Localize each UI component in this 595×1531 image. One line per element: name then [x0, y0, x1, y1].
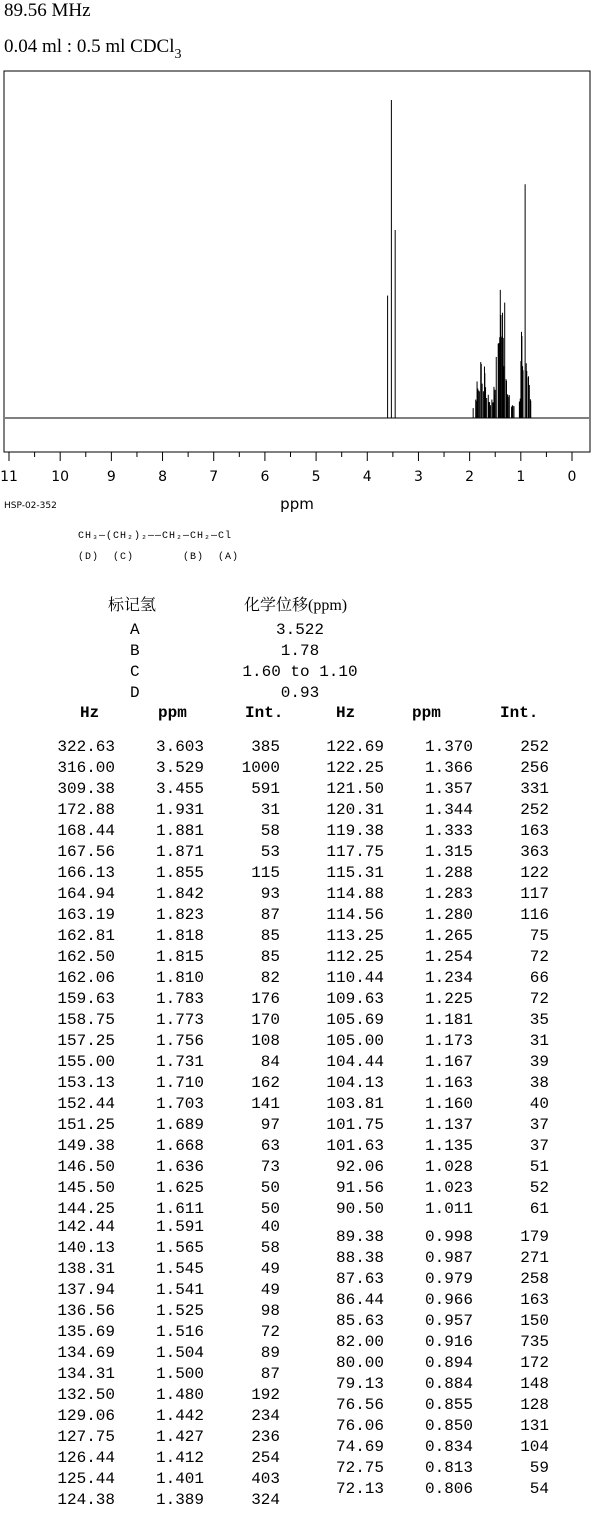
- peak-table-cell: 121.50: [326, 780, 384, 798]
- peak-table-cell: 0.916: [424, 1333, 473, 1351]
- peak-table-cell: 167.56: [57, 843, 115, 861]
- peak-table-cell: 1000: [241, 759, 280, 777]
- peak-table-cell: 101.75: [326, 1116, 384, 1134]
- peak-table-cell: 87.63: [335, 1270, 384, 1288]
- x-tick-label: 6: [260, 469, 270, 485]
- peak-table-cell: 1.480: [155, 1386, 204, 1404]
- peak-table-cell: 138.31: [57, 1260, 115, 1278]
- peak-table-cell: 234: [251, 1407, 280, 1425]
- peak-table-cell: 157.25: [57, 1032, 115, 1050]
- peak-table-cell: 97: [260, 1116, 280, 1134]
- peak-table-cell: 591: [251, 780, 280, 798]
- peak-table-cell: 385: [251, 738, 280, 756]
- peak-table-cell: 0.966: [424, 1291, 473, 1309]
- peak-table-cell: 80.00: [335, 1354, 384, 1372]
- assignment-shift: 3.522: [275, 621, 324, 639]
- peak-table-cell: 140.13: [57, 1239, 115, 1257]
- sample-subscript: 3: [174, 47, 182, 62]
- peak-table-cell: 120.31: [326, 801, 384, 819]
- peak-table-cell: 124.38: [57, 1491, 115, 1509]
- peak-table-cell: 1.265: [424, 927, 473, 945]
- peak-table-cell: 0.813: [424, 1459, 473, 1477]
- peak-table-cell: 252: [520, 801, 549, 819]
- peak-table-cell: 59: [529, 1459, 549, 1477]
- peak-table-cell: 331: [520, 780, 549, 798]
- assignment-shift: 1.78: [280, 642, 320, 660]
- formula-line: CH₃—(CH₂)₂——CH₂—CH₂—Cl: [78, 531, 233, 542]
- peak-table-cell: 134.31: [57, 1365, 115, 1383]
- peak-table-cell: 1.611: [155, 1200, 204, 1218]
- peak-table-cell: 1.137: [424, 1116, 473, 1134]
- peak-table-cell: 31: [529, 1032, 549, 1050]
- assignment-shift: 0.93: [280, 684, 320, 702]
- assignment-label-header: 标记氢: [108, 597, 157, 614]
- peak-table-cell: 115: [251, 864, 280, 882]
- peak-table-cell: 134.69: [57, 1344, 115, 1362]
- spectrometer-frequency: 89.56 MHz: [4, 0, 91, 21]
- peak-table-cell: 1.591: [155, 1218, 204, 1236]
- x-tick-label: 2: [465, 469, 475, 485]
- peak-table-cell: 37: [529, 1137, 549, 1155]
- peak-table-cell: 37: [529, 1116, 549, 1134]
- peak-table-cell: 1.931: [155, 801, 204, 819]
- spectrum-code: HSP-02-352: [4, 501, 57, 511]
- peak-table-cell: 162.50: [57, 948, 115, 966]
- peak-table-cell: 163.19: [57, 906, 115, 924]
- peak-table-cell: 1.280: [424, 906, 473, 924]
- peak-table-cell: 122.25: [326, 759, 384, 777]
- assignment-label: B: [130, 642, 140, 660]
- peak-table-cell: 1.783: [155, 990, 204, 1008]
- peak-table-cell: 1.023: [424, 1179, 473, 1197]
- peak-table-cell: 0.855: [424, 1396, 473, 1414]
- peak-table-cell: 35: [529, 1011, 549, 1029]
- peak-table-cell: 1.173: [424, 1032, 473, 1050]
- peak-table-cell: 3.529: [155, 759, 204, 777]
- peak-table-cell: 1.288: [424, 864, 473, 882]
- peak-table-cell: 90.50: [335, 1200, 384, 1218]
- peak-table-cell: 51: [529, 1158, 549, 1176]
- peak-table-cell: 322.63: [57, 738, 115, 756]
- peak-table-cell: 129.06: [57, 1407, 115, 1425]
- peak-table-cell: 256: [520, 759, 549, 777]
- peak-table-cell: 114.56: [326, 906, 384, 924]
- peak-table-cell: 49: [260, 1260, 280, 1278]
- assignment-label: A: [130, 621, 140, 639]
- peak-table-cell: 128: [520, 1396, 549, 1414]
- peak-table-cell: 1.504: [155, 1344, 204, 1362]
- peak-table-cell: 101.63: [326, 1137, 384, 1155]
- peak-table-cell: 1.181: [424, 1011, 473, 1029]
- peak-table-cell: 166.13: [57, 864, 115, 882]
- peak-table-cell: 148: [520, 1375, 549, 1393]
- peak-table-cell: 0.957: [424, 1312, 473, 1330]
- x-axis-label: ppm: [280, 495, 314, 513]
- peak-table-cell: 1.818: [155, 927, 204, 945]
- x-tick-label: 1: [516, 469, 526, 485]
- peak-table-cell: 324: [251, 1491, 280, 1509]
- peak-table-cell: 316.00: [57, 759, 115, 777]
- peak-table-cell: 159.63: [57, 990, 115, 1008]
- peak-table-header: ppm: [158, 704, 187, 722]
- peak-table-cell: 0.894: [424, 1354, 473, 1372]
- peak-table-cell: 144.25: [57, 1200, 115, 1218]
- peak-table-cell: 162.06: [57, 969, 115, 987]
- peak-table-cell: 72.13: [335, 1480, 384, 1498]
- peak-table-cell: 119.38: [326, 822, 384, 840]
- peak-table-cell: 1.234: [424, 969, 473, 987]
- peak-table-cell: 163: [520, 1291, 549, 1309]
- peak-table-cell: 131: [520, 1417, 549, 1435]
- peak-table-cell: 1.756: [155, 1032, 204, 1050]
- peak-table-cell: 146.50: [57, 1158, 115, 1176]
- peak-table-cell: 1.516: [155, 1323, 204, 1341]
- peak-table-cell: 0.834: [424, 1438, 473, 1456]
- peak-table-cell: 105.00: [326, 1032, 384, 1050]
- peak-table-cell: 91.56: [335, 1179, 384, 1197]
- x-tick-label: 5: [311, 469, 321, 485]
- peak-table-cell: 1.412: [155, 1449, 204, 1467]
- peak-table-cell: 3.455: [155, 780, 204, 798]
- peak-table-cell: 82.00: [335, 1333, 384, 1351]
- peak-table-cell: 40: [529, 1095, 549, 1113]
- peak-table-cell: 89: [260, 1344, 280, 1362]
- peak-table-cell: 98: [260, 1302, 280, 1320]
- peak-table-cell: 113.25: [326, 927, 384, 945]
- assignment-label: C: [130, 663, 140, 681]
- peak-table-cell: 1.028: [424, 1158, 473, 1176]
- peak-table-header: Hz: [336, 704, 356, 722]
- x-tick-label: 7: [209, 469, 219, 485]
- peak-table-cell: 53: [260, 843, 280, 861]
- spectrum-peaks: [388, 100, 531, 418]
- x-tick-label: 3: [413, 469, 423, 485]
- peak-table-header: Int.: [500, 704, 539, 722]
- peak-table-cell: 271: [520, 1249, 549, 1267]
- peak-table-cell: 1.731: [155, 1053, 204, 1071]
- peak-table-cell: 109.63: [326, 990, 384, 1008]
- peak-table-cell: 1.855: [155, 864, 204, 882]
- peak-table-cell: 50: [260, 1200, 280, 1218]
- peak-table-cell: 52: [529, 1179, 549, 1197]
- peak-table-cell: 105.69: [326, 1011, 384, 1029]
- peak-table-cell: 49: [260, 1281, 280, 1299]
- peak-table-cell: 31: [260, 801, 280, 819]
- peak-table-cell: 1.545: [155, 1260, 204, 1278]
- peak-table-cell: 1.541: [155, 1281, 204, 1299]
- peak-table-cell: 141: [251, 1095, 280, 1113]
- peak-table-cell: 132.50: [57, 1386, 115, 1404]
- peak-table-cell: 162.81: [57, 927, 115, 945]
- peak-table-cell: 1.135: [424, 1137, 473, 1155]
- peak-table-cell: 104.13: [326, 1074, 384, 1092]
- x-tick-label: 0: [567, 469, 577, 485]
- peak-table-cell: 164.94: [57, 885, 115, 903]
- peak-table-cell: 363: [520, 843, 549, 861]
- peak-table-cell: 309.38: [57, 780, 115, 798]
- peak-table-cell: 1.160: [424, 1095, 473, 1113]
- peak-table-cell: 162: [251, 1074, 280, 1092]
- peak-table-cell: 76.06: [335, 1417, 384, 1435]
- peak-table-cell: 122: [520, 864, 549, 882]
- peak-table-cell: 1.881: [155, 822, 204, 840]
- peak-table-cell: 117: [520, 885, 549, 903]
- peak-table-cell: 0.998: [424, 1228, 473, 1246]
- peak-table-cell: 89.38: [335, 1228, 384, 1246]
- peak-table-cell: 1.500: [155, 1365, 204, 1383]
- peak-table-cell: 170: [251, 1011, 280, 1029]
- peak-table-cell: 86.44: [335, 1291, 384, 1309]
- peak-table-cell: 1.401: [155, 1470, 204, 1488]
- peak-table-cell: 0.987: [424, 1249, 473, 1267]
- peak-table-cell: 0.850: [424, 1417, 473, 1435]
- peak-table-cell: 66: [529, 969, 549, 987]
- peak-table-cell: 150: [520, 1312, 549, 1330]
- peak-table-cell: 192: [251, 1386, 280, 1404]
- peak-table-cell: 236: [251, 1428, 280, 1446]
- peak-table-cell: 1.689: [155, 1116, 204, 1134]
- assignment-shift-header: 化学位移(ppm): [244, 597, 348, 614]
- peak-table-header: ppm: [412, 704, 441, 722]
- peak-table-cell: 136.56: [57, 1302, 115, 1320]
- peak-table-cell: 1.357: [424, 780, 473, 798]
- peak-table-cell: 155.00: [57, 1053, 115, 1071]
- peak-table-cell: 1.710: [155, 1074, 204, 1092]
- peak-table-cell: 87: [260, 906, 280, 924]
- peak-table-cell: 92.06: [335, 1158, 384, 1176]
- peak-table-cell: 110.44: [326, 969, 384, 987]
- peak-table-cell: 115.31: [326, 864, 384, 882]
- peak-table-cell: 1.225: [424, 990, 473, 1008]
- peak-table-cell: 76.56: [335, 1396, 384, 1414]
- peak-table-cell: 50: [260, 1179, 280, 1197]
- peak-table-cell: 163: [520, 822, 549, 840]
- peak-table-cell: 61: [529, 1200, 549, 1218]
- x-axis-ticks: [0, 452, 576, 485]
- peak-table-cell: 254: [251, 1449, 280, 1467]
- peak-table-cell: 93: [260, 885, 280, 903]
- peak-table-cell: 38: [529, 1074, 549, 1092]
- peak-table-cell: 135.69: [57, 1323, 115, 1341]
- peak-table-cell: 142.44: [57, 1218, 115, 1236]
- peak-table-cell: 252: [520, 738, 549, 756]
- peak-table-cell: 116: [520, 906, 549, 924]
- peak-table-cell: 153.13: [57, 1074, 115, 1092]
- peak-table-cell: 172.88: [57, 801, 115, 819]
- peak-table-cell: 1.011: [424, 1200, 473, 1218]
- peak-table-cell: 1.370: [424, 738, 473, 756]
- peak-table-cell: 179: [520, 1228, 549, 1246]
- peak-table-cell: 72.75: [335, 1459, 384, 1477]
- peak-table-cell: 1.389: [155, 1491, 204, 1509]
- peak-table-cell: 122.69: [326, 738, 384, 756]
- peak-table-cell: 403: [251, 1470, 280, 1488]
- formula-labels: (D) (C) (B) (A): [78, 552, 240, 563]
- peak-table-cell: 1.163: [424, 1074, 473, 1092]
- peak-table-cell: 88.38: [335, 1249, 384, 1267]
- peak-table-cell: 0.979: [424, 1270, 473, 1288]
- peak-table-cell: 149.38: [57, 1137, 115, 1155]
- peak-table-cell: 1.871: [155, 843, 204, 861]
- peak-table-cell: 72: [260, 1323, 280, 1341]
- peak-table-cell: 176: [251, 990, 280, 1008]
- peak-table-cell: 152.44: [57, 1095, 115, 1113]
- peak-table-cell: 1.625: [155, 1179, 204, 1197]
- sample-text: 0.04 ml : 0.5 ml CDCl: [4, 36, 175, 57]
- peak-table-cell: 1.668: [155, 1137, 204, 1155]
- peak-table-cell: 1.283: [424, 885, 473, 903]
- x-tick-label: 11: [0, 469, 18, 485]
- peak-table-cell: 72: [529, 990, 549, 1008]
- peak-table-cell: 1.427: [155, 1428, 204, 1446]
- peak-table-cell: 3.603: [155, 738, 204, 756]
- x-tick-label: 9: [106, 469, 116, 485]
- peak-table-cell: 39: [529, 1053, 549, 1071]
- assignment-label: D: [130, 684, 140, 702]
- peak-table-cell: 72: [529, 948, 549, 966]
- peak-table-cell: 258: [520, 1270, 549, 1288]
- peak-table-cell: 1.636: [155, 1158, 204, 1176]
- peak-table-cell: 104.44: [326, 1053, 384, 1071]
- assignment-shift: 1.60 to 1.10: [242, 663, 358, 681]
- peak-table-cell: 1.842: [155, 885, 204, 903]
- peak-table-cell: 1.333: [424, 822, 473, 840]
- peak-table-cell: 1.254: [424, 948, 473, 966]
- peak-table-cell: 103.81: [326, 1095, 384, 1113]
- peak-table-cell: 1.525: [155, 1302, 204, 1320]
- peak-table-cell: 112.25: [326, 948, 384, 966]
- peak-table-cell: 108: [251, 1032, 280, 1050]
- peak-table-cell: 126.44: [57, 1449, 115, 1467]
- peak-table-cell: 1.823: [155, 906, 204, 924]
- peak-table-cell: 145.50: [57, 1179, 115, 1197]
- peak-table-cell: 84: [260, 1053, 280, 1071]
- peak-table-cell: 82: [260, 969, 280, 987]
- peak-table-cell: 74.69: [335, 1438, 384, 1456]
- peak-table-cell: 75: [529, 927, 549, 945]
- peak-table-cell: 172: [520, 1354, 549, 1372]
- peak-table-cell: 1.167: [424, 1053, 473, 1071]
- peak-table-cell: 85.63: [335, 1312, 384, 1330]
- peak-table-cell: 85: [260, 927, 280, 945]
- peak-table-cell: 168.44: [57, 822, 115, 840]
- peak-table-cell: 1.344: [424, 801, 473, 819]
- peak-table-cell: 1.442: [155, 1407, 204, 1425]
- x-tick-label: 8: [158, 469, 168, 485]
- peak-table-cell: 127.75: [57, 1428, 115, 1446]
- peak-table-cell: 1.773: [155, 1011, 204, 1029]
- peak-table-cell: 114.88: [326, 885, 384, 903]
- peak-table-cell: 87: [260, 1365, 280, 1383]
- peak-table-header: Hz: [80, 704, 100, 722]
- peak-table-cell: 58: [260, 1239, 280, 1257]
- peak-table-cell: 125.44: [57, 1470, 115, 1488]
- peak-table-cell: 0.806: [424, 1480, 473, 1498]
- peak-table-cell: 54: [529, 1480, 549, 1498]
- peak-table-cell: 735: [520, 1333, 549, 1351]
- peak-table-cell: 1.810: [155, 969, 204, 987]
- peak-table-cell: 1.366: [424, 759, 473, 777]
- peak-table-cell: 151.25: [57, 1116, 115, 1134]
- peak-table-cell: 1.815: [155, 948, 204, 966]
- x-tick-label: 10: [51, 469, 70, 485]
- peak-table-cell: 79.13: [335, 1375, 384, 1393]
- peak-table-cell: 104: [520, 1438, 549, 1456]
- peak-table-cell: 117.75: [326, 843, 384, 861]
- peak-table-cell: 1.703: [155, 1095, 204, 1113]
- structure-formula: [78, 526, 239, 568]
- peak-table-header: Int.: [245, 704, 284, 722]
- peak-table-cell: 158.75: [57, 1011, 115, 1029]
- peak-table-cell: 85: [260, 948, 280, 966]
- peak-table-cell: 1.565: [155, 1239, 204, 1257]
- peak-table-cell: 58: [260, 822, 280, 840]
- peak-table-cell: 1.315: [424, 843, 473, 861]
- peak-table-cell: 63: [260, 1137, 280, 1155]
- peak-table-cell: 0.884: [424, 1375, 473, 1393]
- peak-table-cell: 137.94: [57, 1281, 115, 1299]
- x-tick-label: 4: [362, 469, 372, 485]
- peak-table-cell: 73: [260, 1158, 280, 1176]
- peak-table-cell: 40: [260, 1218, 280, 1236]
